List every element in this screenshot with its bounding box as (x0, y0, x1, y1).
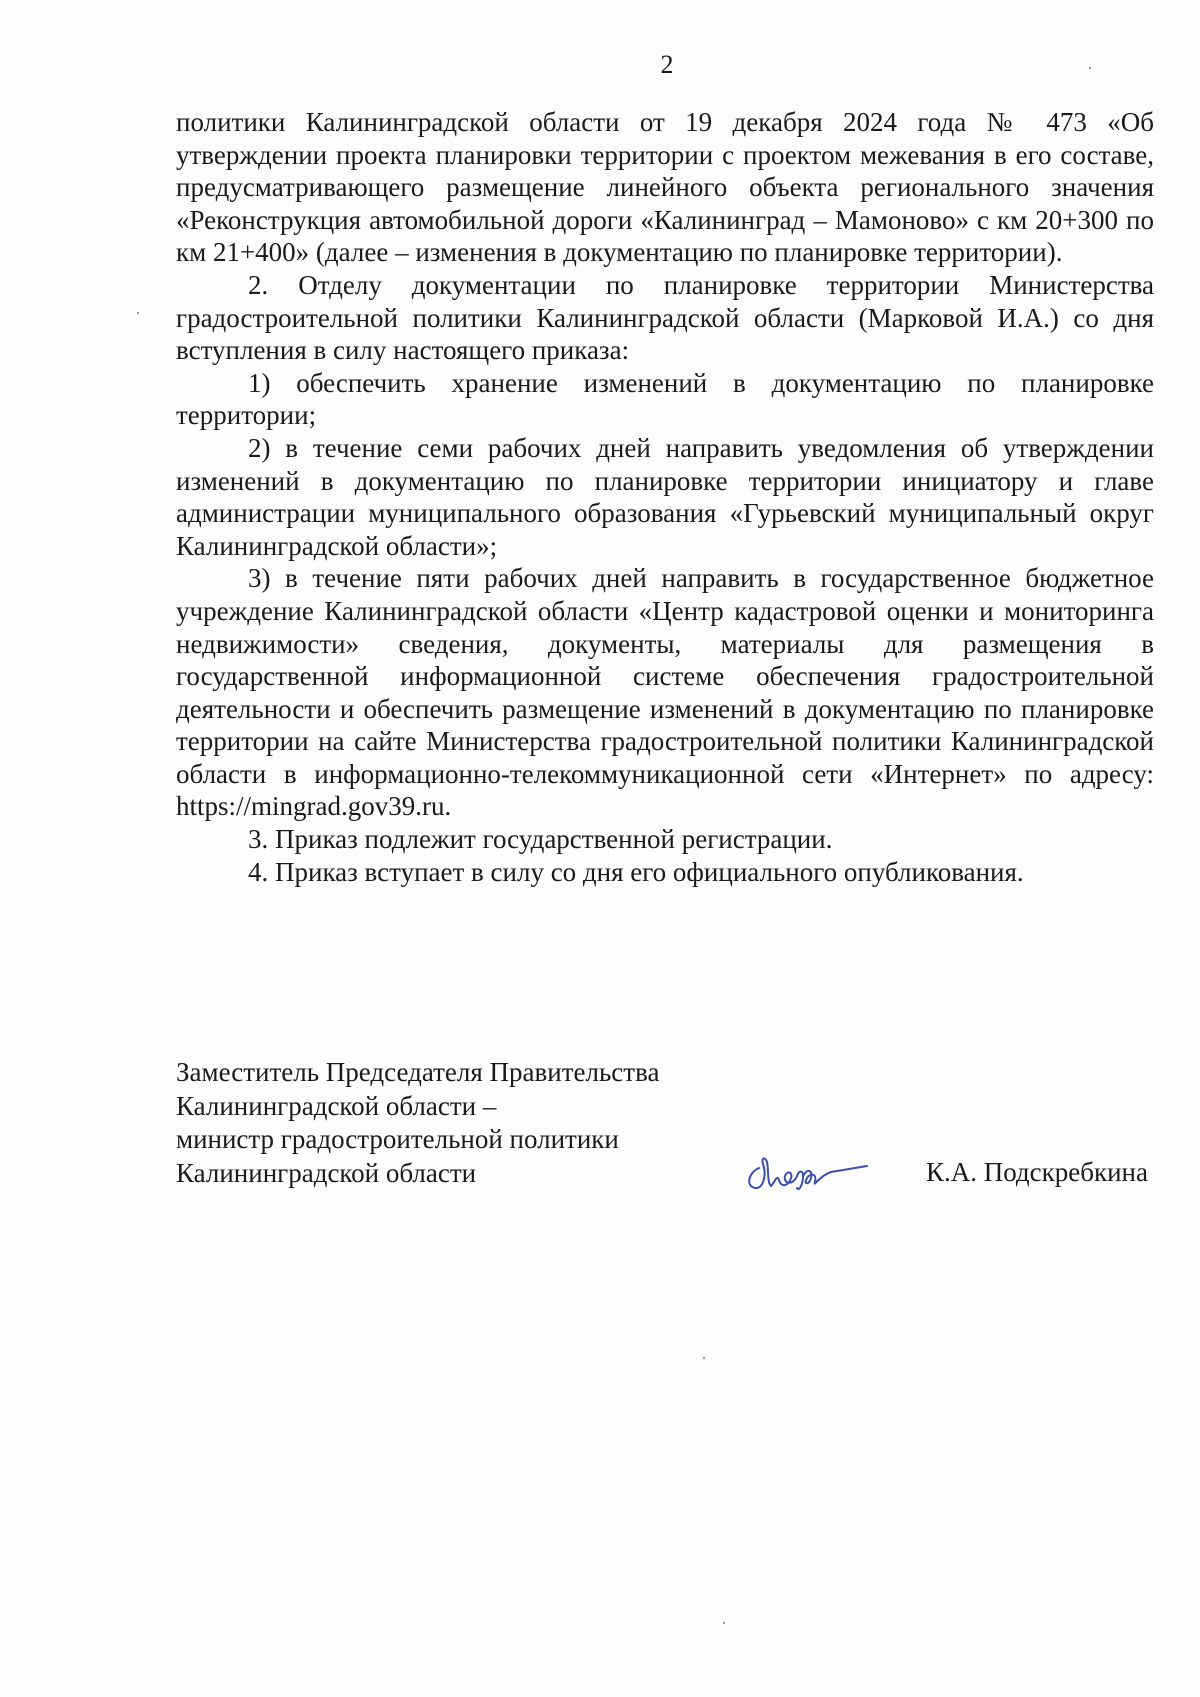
body-paragraph: 1) обеспечить хранение изменений в документацию по планировке территории; (176, 367, 1154, 431)
body-paragraph: 3) в течение пяти рабочих дней направить в государственное бюджетное учреждение Калининградской области «Центр кадастровой оценки и мониторинга недвижимости» сведения, документы, материалы для размещения в государственной информационной системе обеспечения градостроительной деятельности и обеспечить размещение изменений в документацию по планировке территории на сайте Министерства градостроительной политики Калининградской области в информационно-телекоммуникационной сети «Интернет» по адресу: https://mingrad.gov39.ru. (176, 563, 1154, 822)
body-paragraph: 2. Отделу документации по планировке территории Министерства градостроительной политики Калининградской области (Марковой И.А.) со дня вступления в силу настоящего приказа: (176, 269, 1154, 366)
order-body-text (176, 106, 1154, 888)
signatory-name: К.А. Подскребкина (925, 1157, 1148, 1187)
handwritten-signature (741, 1146, 871, 1196)
body-paragraph: 4. Приказ вступает в силу со дня его официального опубликования. (248, 856, 1024, 887)
body-paragraph: 3. Приказ подлежит государственной регистрации. (248, 824, 833, 855)
scan-speck (137, 312, 139, 314)
position-line: Заместитель Председателя Правительства (176, 1057, 660, 1087)
scan-speck (723, 1622, 725, 1624)
signature-block (176, 1056, 1166, 1190)
page-number: 2 (660, 50, 674, 79)
body-paragraph: 2) в течение семи рабочих дней направить уведомления об утверждении изменений в документацию по планировке территории инициатору и главе администрации муниципального образования «Гурьевский муниципальный округ Калининградской области»; (176, 432, 1154, 561)
scan-speck (1089, 67, 1091, 69)
scan-speck (703, 1357, 705, 1359)
position-line: Калининградской области – (176, 1090, 497, 1121)
position-line: министр градостроительной политики (176, 1124, 619, 1154)
position-line: Калининградской области (176, 1157, 477, 1188)
body-paragraph: политики Калининградской области от 19 декабря 2024 года № 473 «Об утверждении проекта планировки территории с проектом межевания в его составе, предусматривающего размещение линейного объекта регионального значения «Реконструкция автомобильной дороги «Калининград – Мамоново» с км 20+300 по км 21+400» (далее – изменения в документацию по планировке территории). (176, 107, 1154, 268)
